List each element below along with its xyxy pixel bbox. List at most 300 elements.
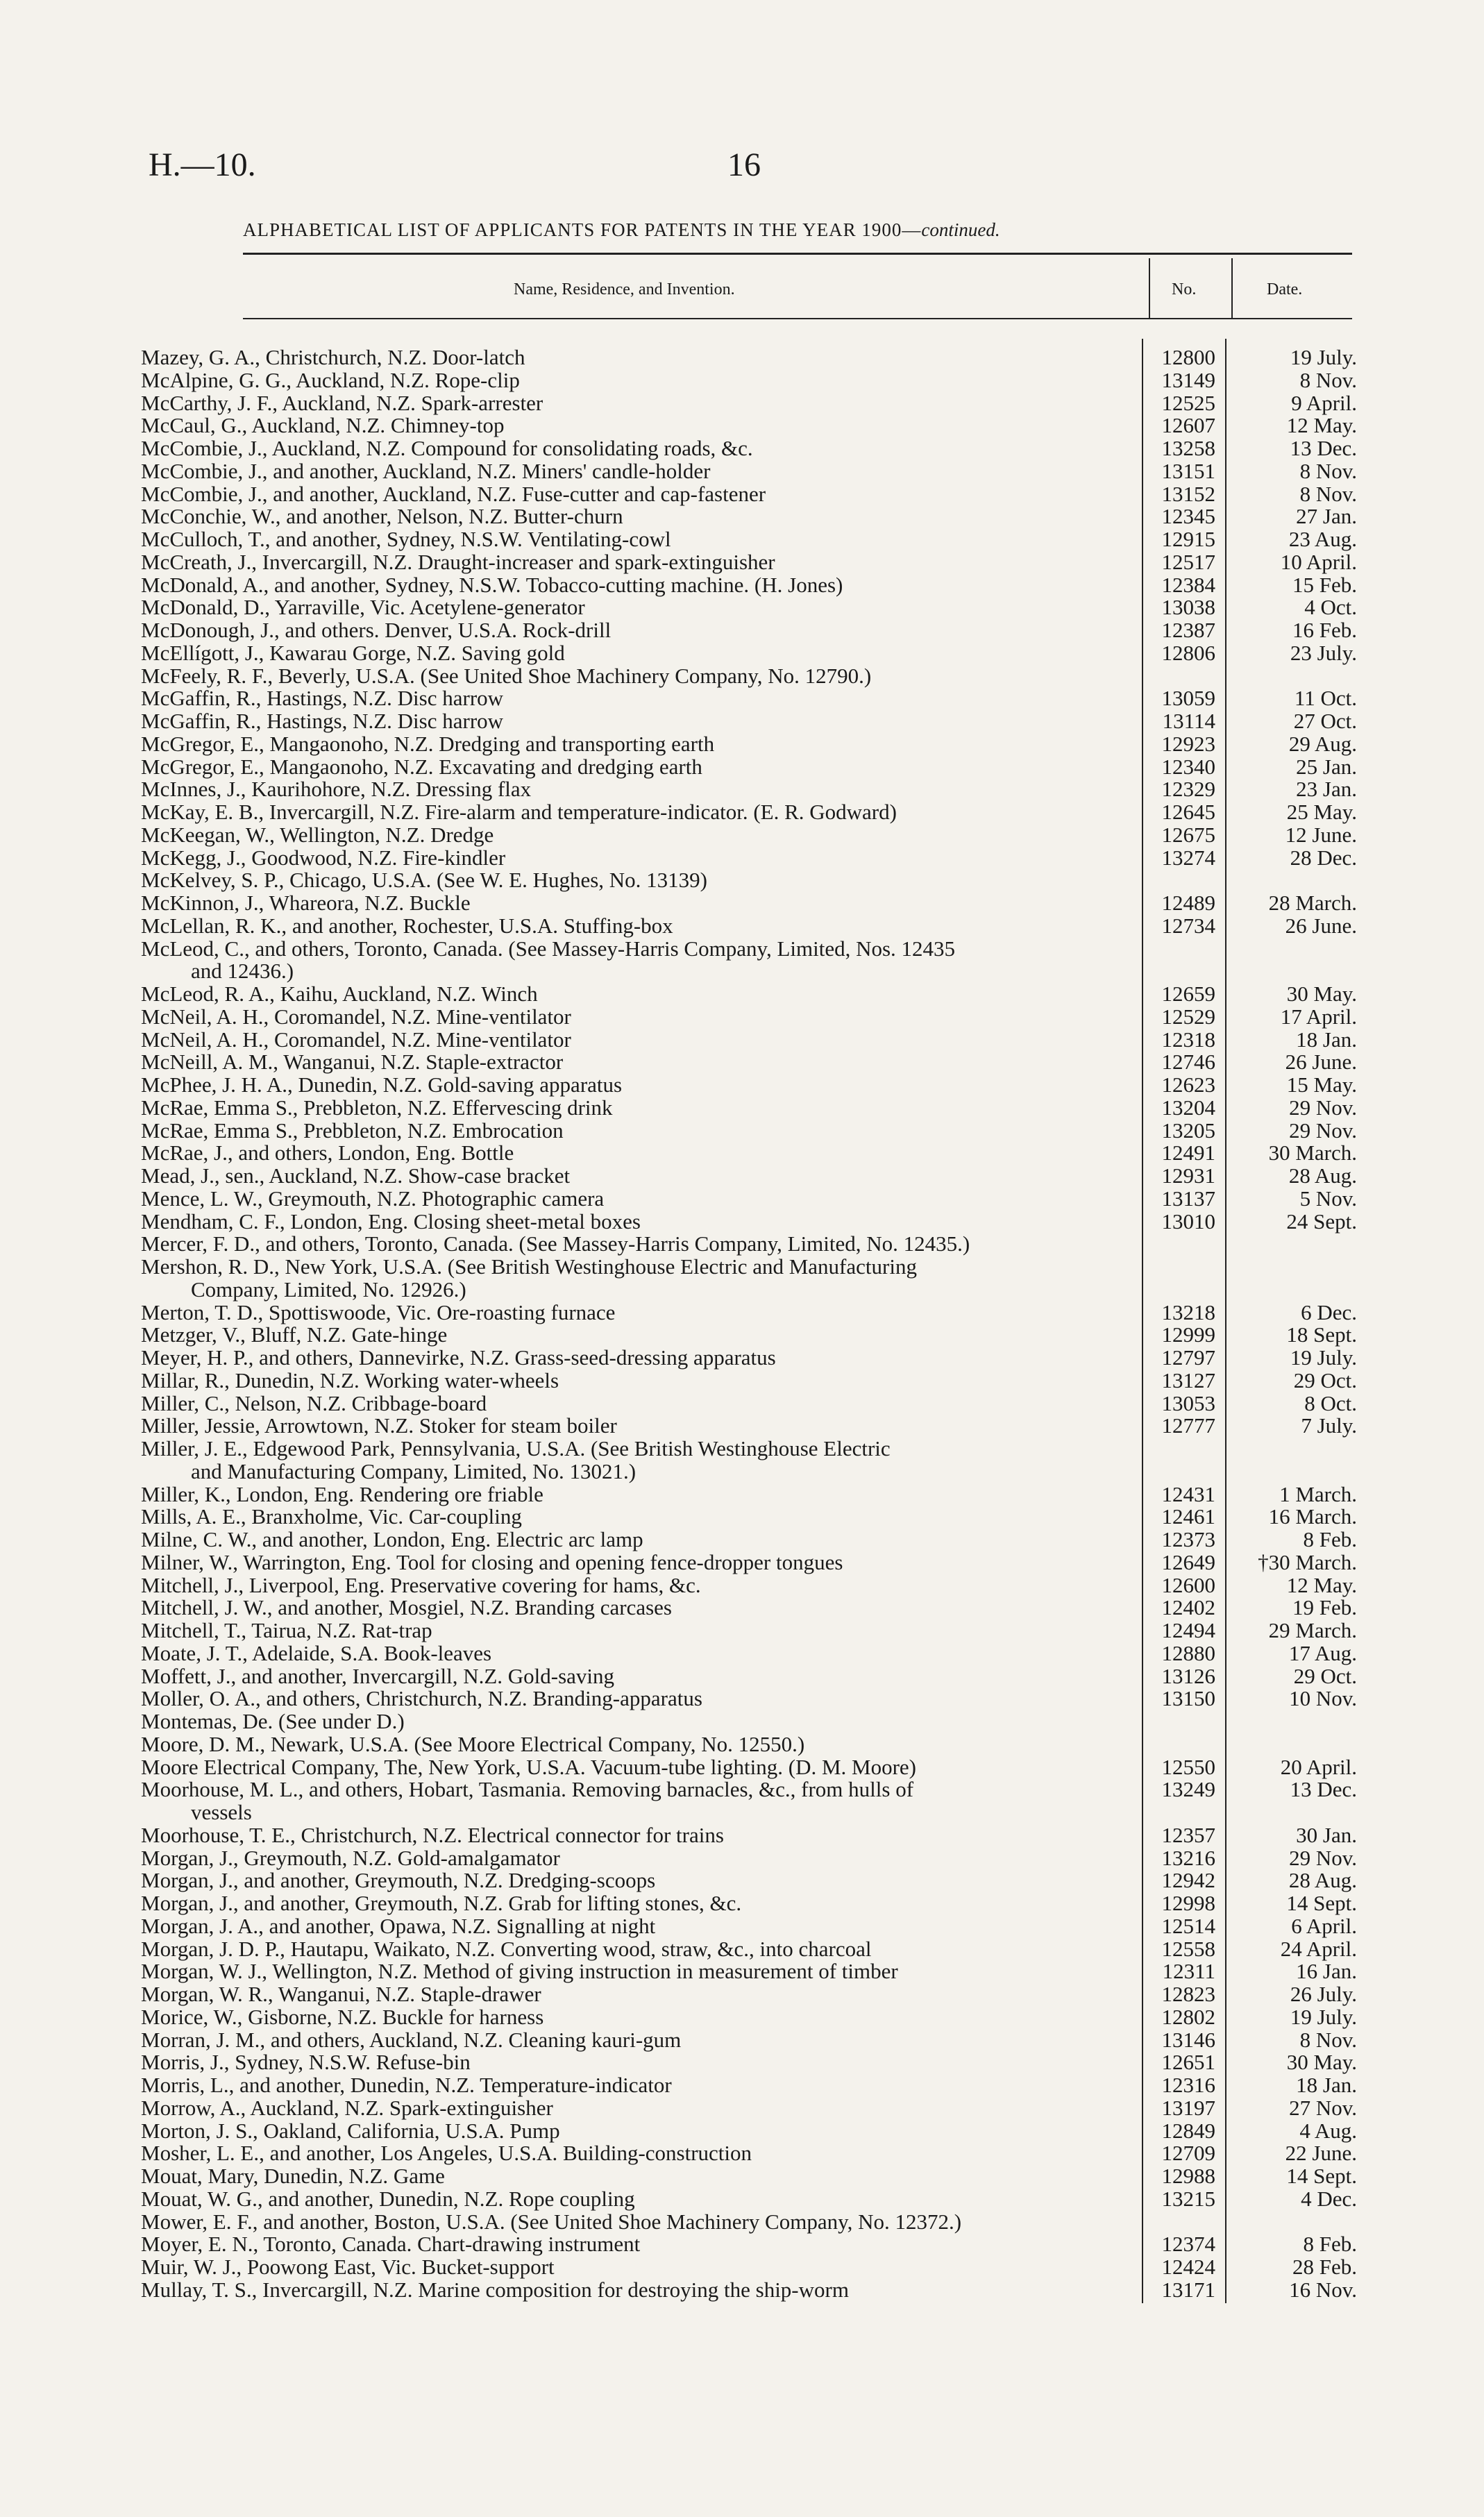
application-date: 29 Nov. — [1289, 1118, 1357, 1143]
application-date: 29 Aug. — [1288, 731, 1357, 756]
application-date: 4 Dec. — [1301, 2186, 1357, 2211]
applicant-entry: McKeegan, W., Wellington, N.Z. Dredge — [141, 822, 494, 847]
applicant-entry: Mendham, C. F., London, Eng. Closing sheet-metal boxes — [141, 1209, 641, 1234]
title-main: ALPHABETICAL LIST OF APPLICANTS FOR PATENTS IN THE YEAR 1900— — [243, 219, 922, 240]
table-row — [141, 528, 1363, 551]
table-row — [141, 596, 1363, 619]
applicant-entry: Morgan, J., and another, Greymouth, N.Z. Grab for lifting stones, &c. — [141, 1891, 742, 1915]
patent-number: 13197 — [1161, 2095, 1215, 2120]
patent-number: 12623 — [1161, 1072, 1215, 1097]
patent-number: 12806 — [1161, 640, 1215, 665]
applicant-entry: Moore Electrical Company, The, New York, U.S.A. Vacuum-tube lighting. (D. M. Moore) — [141, 1754, 916, 1779]
patent-number: 12461 — [1161, 1504, 1215, 1529]
patent-number: 12600 — [1161, 1572, 1215, 1597]
applicant-entry: McCombie, J., and another, Auckland, N.Z. Fuse-cutter and cap-fastener — [141, 481, 766, 506]
application-date: 19 Feb. — [1292, 1595, 1357, 1620]
applicant-entry: McDonough, J., and others. Denver, U.S.A. Rock-drill — [141, 618, 612, 642]
patent-number: 12340 — [1161, 754, 1215, 779]
applicant-entry: Metzger, V., Bluff, N.Z. Gate-hinge — [141, 1322, 448, 1347]
application-date: 18 Jan. — [1296, 2073, 1357, 2097]
applicant-entry: Mershon, R. D., New York, U.S.A. (See British Westinghouse Electric and Manufacturing — [141, 1254, 917, 1279]
application-date: 29 Nov. — [1289, 1845, 1357, 1870]
patent-number: 12558 — [1161, 1936, 1215, 1961]
table-row — [141, 1256, 1363, 1279]
application-date: 22 June. — [1285, 2141, 1357, 2166]
table-row — [141, 1506, 1363, 1529]
applicant-entry: Montemas, De. (See under D.) — [141, 1709, 405, 1733]
applicant-entry: Morgan, J. A., and another, Opawa, N.Z. Signalling at night — [141, 1913, 656, 1938]
application-date: 8 Feb. — [1303, 2232, 1357, 2257]
table-row — [141, 2051, 1363, 2074]
table-row — [141, 665, 1363, 688]
patent-number: 12517 — [1161, 549, 1215, 574]
application-date: 16 Jan. — [1296, 1959, 1357, 1984]
patent-number: 12709 — [1161, 2141, 1215, 2166]
table-row — [141, 1324, 1363, 1347]
applicant-entry: Morgan, J. D. P., Hautapu, Waikato, N.Z. Converting wood, straw, &c., into charcoal — [141, 1936, 872, 1961]
patent-number: 13274 — [1161, 845, 1215, 870]
table-row — [141, 2188, 1363, 2211]
application-date: 14 Sept. — [1286, 1891, 1357, 1915]
application-date: 8 Nov. — [1299, 2027, 1357, 2052]
patent-number: 12880 — [1161, 1640, 1215, 1665]
table-row — [141, 1165, 1363, 1188]
table-row — [141, 869, 1363, 892]
applicant-entry: and 12436.) — [191, 959, 294, 984]
table-row — [141, 801, 1363, 824]
applicant-entry: McNeil, A. H., Coromandel, N.Z. Mine-ventilator — [141, 1004, 571, 1029]
patent-number: 13149 — [1161, 367, 1215, 392]
application-date: 5 Nov. — [1299, 1186, 1357, 1211]
table-row — [141, 778, 1363, 801]
application-date: 18 Sept. — [1286, 1322, 1357, 1347]
table-row — [141, 437, 1363, 460]
table-row — [141, 892, 1363, 915]
patent-number: 12734 — [1161, 913, 1215, 938]
table-row — [141, 2211, 1363, 2234]
patent-number: 12923 — [1161, 731, 1215, 756]
applicant-entry: Moller, O. A., and others, Christchurch, N.Z. Branding-apparatus — [141, 1686, 702, 1711]
patent-number: 12797 — [1161, 1345, 1215, 1370]
table-row — [141, 460, 1363, 483]
table-row — [141, 1574, 1363, 1597]
table-row — [141, 1029, 1363, 1052]
patent-number: 12998 — [1161, 1891, 1215, 1915]
application-date: 28 Feb. — [1292, 2255, 1357, 2279]
application-date: 16 March. — [1268, 1504, 1357, 1529]
application-date: 19 July. — [1290, 345, 1357, 369]
application-date: 23 July. — [1290, 640, 1357, 665]
application-date: 28 Aug. — [1288, 1163, 1357, 1188]
table-row — [141, 1233, 1363, 1256]
table-row — [141, 2233, 1363, 2256]
applicant-entry: Mence, L. W., Greymouth, N.Z. Photographic camera — [141, 1186, 605, 1211]
table-row — [141, 2120, 1363, 2143]
application-date: 13 Dec. — [1290, 436, 1357, 460]
patent-number: 13218 — [1161, 1299, 1215, 1324]
table-row — [141, 1392, 1363, 1415]
table-row — [141, 1415, 1363, 1438]
table-row — [141, 1642, 1363, 1665]
applicant-entry: McGregor, E., Mangaonoho, N.Z. Excavating and dredging earth — [141, 754, 702, 779]
table-row — [141, 1551, 1363, 1574]
applicant-entry: Morgan, W. R., Wanganui, N.Z. Staple-drawer — [141, 1982, 541, 2006]
application-date: 8 Feb. — [1303, 1527, 1357, 1551]
patent-number: 12402 — [1161, 1595, 1215, 1620]
applicant-entry: Company, Limited, No. 12926.) — [191, 1277, 466, 1302]
applicant-entry: Miller, C., Nelson, N.Z. Cribbage-board — [141, 1390, 487, 1415]
table-row — [141, 2165, 1363, 2188]
applicant-entry: Morgan, J., Greymouth, N.Z. Gold-amalgamator — [141, 1845, 560, 1870]
applicant-entry: McCarthy, J. F., Auckland, N.Z. Spark-arrester — [141, 390, 543, 415]
table-row — [141, 710, 1363, 733]
table-row — [141, 1347, 1363, 1370]
applicant-entry: McDonald, D., Yarraville, Vic. Acetylene-generator — [141, 595, 585, 620]
table-row — [141, 1006, 1363, 1029]
applicant-entry: McLellan, R. K., and another, Rochester, U.S.A. Stuffing-box — [141, 913, 673, 938]
patent-number: 13146 — [1161, 2027, 1215, 2052]
applicant-entry: McGaffin, R., Hastings, N.Z. Disc harrow — [141, 709, 504, 733]
application-date: 18 Jan. — [1296, 1027, 1357, 1052]
table-row — [141, 938, 1363, 961]
patent-number: 12550 — [1161, 1754, 1215, 1779]
applicant-entry: Morris, L., and another, Dunedin, N.Z. Temperature-indicator — [141, 2073, 672, 2097]
patent-number: 13126 — [1161, 1663, 1215, 1688]
applicant-entry: Mullay, T. S., Invercargill, N.Z. Marine composition for destroying the ship-worm — [141, 2277, 849, 2302]
applicant-entry: Mercer, F. D., and others, Toronto, Canada. (See Massey-Harris Company, Limited, No. 12435.) — [141, 1231, 970, 1256]
application-date: 23 Aug. — [1288, 527, 1357, 551]
application-date: 6 April. — [1291, 1913, 1357, 1938]
applicant-entry: Milne, C. W., and another, London, Eng. Electric arc lamp — [141, 1527, 643, 1551]
applicant-entry: Moorhouse, M. L., and others, Hobart, Tasmania. Removing barnacles, &c., from hulls of — [141, 1777, 914, 1802]
table-row — [141, 1778, 1363, 1801]
applicant-entry: McCulloch, T., and another, Sydney, N.S.W. Ventilating-cowl — [141, 527, 671, 551]
applicant-entry: McAlpine, G. G., Auckland, N.Z. Rope-clip — [141, 367, 520, 392]
application-date: 20 April. — [1280, 1754, 1357, 1779]
patent-number: 12489 — [1161, 891, 1215, 915]
patent-number: 12529 — [1161, 1004, 1215, 1029]
table-row — [141, 1483, 1363, 1506]
application-date: 12 May. — [1286, 413, 1357, 438]
patent-number: 12316 — [1161, 2073, 1215, 2097]
table-row — [141, 1188, 1363, 1211]
application-date: 8 Nov. — [1299, 458, 1357, 483]
application-date: 26 June. — [1285, 1050, 1357, 1075]
patent-number: 12651 — [1161, 2050, 1215, 2075]
application-date: 24 Sept. — [1286, 1209, 1357, 1234]
applicant-entry: Morgan, J., and another, Greymouth, N.Z. Dredging-scoops — [141, 1868, 656, 1893]
application-date: 30 Jan. — [1296, 1822, 1357, 1847]
table-row — [141, 483, 1363, 506]
patent-number: 13150 — [1161, 1686, 1215, 1711]
application-date: 14 Sept. — [1286, 2164, 1357, 2188]
patent-number: 12424 — [1161, 2255, 1215, 2279]
applicant-entry: McLeod, R. A., Kaihu, Auckland, N.Z. Winch — [141, 982, 538, 1006]
table-row — [141, 642, 1363, 665]
table-row — [141, 847, 1363, 870]
applicant-entry: Moore, D. M., Newark, U.S.A. (See Moore Electrical Company, No. 12550.) — [141, 1731, 805, 1756]
applicant-entry: McKay, E. B., Invercargill, N.Z. Fire-alarm and temperature-indicator. (E. R. Godward) — [141, 800, 897, 824]
applicant-entry: Mitchell, J., Liverpool, Eng. Preservative covering for hams, &c. — [141, 1572, 701, 1597]
table-row — [141, 915, 1363, 938]
column-header-name: Name, Residence, and Invention. — [514, 280, 735, 298]
table-row — [141, 2279, 1363, 2302]
patent-number: 12849 — [1161, 2118, 1215, 2143]
column-divider-no — [1149, 258, 1150, 318]
table-row — [141, 551, 1363, 574]
applicant-entry: Miller, Jessie, Arrowtown, N.Z. Stoker for steam boiler — [141, 1413, 617, 1438]
patent-number: 12988 — [1161, 2164, 1215, 2188]
patent-number: 13059 — [1161, 686, 1215, 711]
table-row — [141, 574, 1363, 597]
patent-number: 12823 — [1161, 1982, 1215, 2006]
table-row — [141, 1142, 1363, 1165]
patent-number: 12999 — [1161, 1322, 1215, 1347]
applicant-entry: McEllígott, J., Kawarau Gorge, N.Z. Saving gold — [141, 640, 565, 665]
applicant-entry: McConchie, W., and another, Nelson, N.Z. Butter-churn — [141, 504, 623, 529]
patent-number: 12675 — [1161, 822, 1215, 847]
applicant-entry: Morton, J. S., Oakland, California, U.S.A. Pump — [141, 2118, 560, 2143]
patent-number: 12607 — [1161, 413, 1215, 438]
table-row — [141, 1687, 1363, 1710]
applicant-entry: McNeill, A. M., Wanganui, N.Z. Staple-extractor — [141, 1050, 564, 1075]
patent-number: 13114 — [1162, 709, 1215, 733]
patent-number: 12387 — [1161, 618, 1215, 642]
table-row — [141, 1619, 1363, 1642]
patent-number: 13127 — [1161, 1367, 1215, 1392]
applicant-entry: McPhee, J. H. A., Dunedin, N.Z. Gold-saving apparatus — [141, 1072, 623, 1097]
application-date: 27 Nov. — [1289, 2095, 1357, 2120]
table-row — [141, 960, 1363, 983]
applicant-entry: Merton, T. D., Spottiswoode, Vic. Ore-roasting furnace — [141, 1299, 616, 1324]
table-row — [141, 1710, 1363, 1733]
table-row — [141, 2029, 1363, 2052]
table-row — [141, 1120, 1363, 1143]
applicant-entry: Miller, K., London, Eng. Rendering ore friable — [141, 1481, 543, 1506]
patent-number: 12659 — [1161, 982, 1215, 1006]
page-number: 16 — [727, 146, 761, 183]
patent-number: 12318 — [1161, 1027, 1215, 1052]
application-date: †30 March. — [1258, 1549, 1357, 1574]
table-row — [141, 2074, 1363, 2097]
table-row — [141, 1915, 1363, 1938]
application-date: 4 Aug. — [1299, 2118, 1357, 2143]
applicant-entry: Mouat, W. G., and another, Dunedin, N.Z. Rope coupling — [141, 2186, 635, 2211]
patent-number: 13010 — [1161, 1209, 1215, 1234]
table-row — [141, 1529, 1363, 1551]
patent-number: 13171 — [1161, 2277, 1215, 2302]
patent-number: 12374 — [1161, 2232, 1215, 2257]
patent-number: 12931 — [1161, 1163, 1215, 1188]
application-date: 8 Nov. — [1299, 481, 1357, 506]
applicant-entry: McCombie, J., Auckland, N.Z. Compound for consolidating roads, &c. — [141, 436, 753, 460]
patent-number: 13038 — [1161, 595, 1215, 620]
table-row — [141, 1279, 1363, 1302]
application-date: 27 Oct. — [1293, 709, 1357, 733]
patent-number: 12942 — [1161, 1868, 1215, 1893]
applicant-entry: McNeil, A. H., Coromandel, N.Z. Mine-ventilator — [141, 1027, 571, 1052]
application-date: 17 April. — [1280, 1004, 1357, 1029]
patent-number: 12431 — [1161, 1481, 1215, 1506]
applicant-entry: vessels — [191, 1800, 252, 1824]
table-row — [141, 983, 1363, 1006]
application-date: 7 July. — [1301, 1413, 1357, 1438]
patent-number: 13151 — [1161, 458, 1215, 483]
applicant-entry: McInnes, J., Kaurihohore, N.Z. Dressing flax — [141, 777, 532, 802]
applicant-entry: Morris, J., Sydney, N.S.W. Refuse-bin — [141, 2050, 471, 2075]
patent-number: 12373 — [1161, 1527, 1215, 1551]
patent-number: 12345 — [1161, 504, 1215, 529]
table-row — [141, 1097, 1363, 1120]
patent-number: 13204 — [1161, 1095, 1215, 1120]
table-row — [141, 414, 1363, 437]
table-row — [141, 2256, 1363, 2279]
table-row — [141, 1983, 1363, 2006]
patent-number: 12357 — [1161, 1822, 1215, 1847]
patent-number: 12649 — [1161, 1549, 1215, 1574]
table-row — [141, 1733, 1363, 1756]
applicant-entry: Moyer, E. N., Toronto, Canada. Chart-drawing instrument — [141, 2232, 641, 2257]
column-divider-date — [1231, 258, 1233, 318]
patent-number: 12311 — [1162, 1959, 1215, 1984]
table-row — [141, 1597, 1363, 1619]
patent-number: 12494 — [1161, 1618, 1215, 1642]
applicant-entry: Moffett, J., and another, Invercargill, N.Z. Gold-saving — [141, 1663, 615, 1688]
applicant-entry: McGregor, E., Mangaonoho, N.Z. Dredging and transporting earth — [141, 731, 715, 756]
application-date: 16 Feb. — [1292, 618, 1357, 642]
applicant-entry: Mazey, G. A., Christchurch, N.Z. Door-latch — [141, 345, 525, 369]
applicant-entry: Morran, J. M., and others, Auckland, N.Z. Cleaning kauri-gum — [141, 2027, 682, 2052]
table-row — [141, 1824, 1363, 1847]
applicant-entry: McGaffin, R., Hastings, N.Z. Disc harrow — [141, 686, 504, 711]
application-date: 9 April. — [1291, 390, 1357, 415]
application-date: 17 Aug. — [1288, 1640, 1357, 1665]
patent-number: 12384 — [1161, 572, 1215, 597]
table-row — [141, 1460, 1363, 1483]
application-date: 28 March. — [1268, 891, 1357, 915]
application-date: 23 Jan. — [1296, 777, 1357, 802]
application-date: 12 June. — [1285, 822, 1357, 847]
applicant-entry: Mead, J., sen., Auckland, N.Z. Show-case bracket — [141, 1163, 571, 1188]
application-date: 10 Nov. — [1289, 1686, 1357, 1711]
patent-number: 12525 — [1161, 390, 1215, 415]
applicant-entry: Morgan, W. J., Wellington, N.Z. Method of giving instruction in measurement of timber — [141, 1959, 898, 1984]
table-top-rule — [243, 253, 1352, 255]
table-row — [141, 346, 1363, 369]
applicant-entry: McLeod, C., and others, Toronto, Canada. (See Massey-Harris Company, Limited, Nos. 12435 — [141, 936, 956, 961]
table-row — [141, 733, 1363, 756]
application-date: 15 May. — [1286, 1072, 1357, 1097]
application-date: 4 Oct. — [1304, 595, 1357, 620]
applicant-entry: Mills, A. E., Branxholme, Vic. Car-coupling — [141, 1504, 522, 1529]
patent-number: 13137 — [1161, 1186, 1215, 1211]
application-date: 11 Oct. — [1294, 686, 1357, 711]
patent-number: 12645 — [1161, 800, 1215, 824]
page-ref: H.—10. — [149, 146, 256, 183]
application-date: 29 Oct. — [1293, 1367, 1357, 1392]
table-row — [141, 1847, 1363, 1870]
table-row — [141, 1801, 1363, 1824]
applicant-entry: Morice, W., Gisborne, N.Z. Buckle for harness — [141, 2004, 544, 2029]
applicant-entry: Moate, J. T., Adelaide, S.A. Book-leaves — [141, 1640, 492, 1665]
application-date: 19 July. — [1290, 1345, 1357, 1370]
table-row — [141, 2097, 1363, 2120]
patent-number: 12915 — [1161, 527, 1215, 551]
table-row — [141, 619, 1363, 642]
application-date: 8 Nov. — [1299, 367, 1357, 392]
applicant-entry: McCombie, J., and another, Auckland, N.Z. Miners' candle-holder — [141, 458, 711, 483]
patent-number: 12777 — [1161, 1413, 1215, 1438]
table-row — [141, 1367, 1363, 1392]
applicant-entry: Mower, E. F., and another, Boston, U.S.A. (See United Shoe Machinery Company, No. 12372.) — [141, 2209, 962, 2234]
application-date: 29 Oct. — [1293, 1663, 1357, 1688]
patent-number: 12800 — [1161, 345, 1215, 369]
table-row — [141, 1074, 1363, 1097]
application-date: 26 June. — [1285, 913, 1357, 938]
table-row — [141, 756, 1363, 779]
table-row — [141, 1051, 1363, 1074]
applicant-entry: McRae, Emma S., Prebbleton, N.Z. Embrocation — [141, 1118, 564, 1143]
table-row — [141, 1299, 1363, 1324]
table-row — [141, 1756, 1363, 1779]
applicant-entry: McKegg, J., Goodwood, N.Z. Fire-kindler — [141, 845, 506, 870]
application-date: 26 July. — [1290, 1982, 1357, 2006]
application-date: 16 Nov. — [1289, 2277, 1357, 2302]
applicant-entry: McRae, Emma S., Prebbleton, N.Z. Effervescing drink — [141, 1095, 613, 1120]
application-date: 10 April. — [1280, 549, 1357, 574]
table-header-rule — [243, 318, 1352, 319]
applicant-entry: Morrow, A., Auckland, N.Z. Spark-extinguisher — [141, 2095, 553, 2120]
applicant-entry: McRae, J., and others, London, Eng. Bottle — [141, 1140, 514, 1165]
applicant-entry: Millar, R., Dunedin, N.Z. Working water-wheels — [141, 1367, 559, 1392]
application-date: 6 Dec. — [1301, 1299, 1357, 1324]
applicant-entry: Meyer, H. P., and others, Dannevirke, N.Z. Grass-seed-dressing apparatus — [141, 1345, 776, 1370]
applicant-entry: and Manufacturing Company, Limited, No. 13021.) — [191, 1458, 636, 1483]
application-date: 8 Oct. — [1304, 1390, 1357, 1415]
application-date: 28 Aug. — [1288, 1868, 1357, 1893]
column-header-no: No. — [1172, 280, 1197, 298]
table-row — [141, 687, 1363, 710]
page-title — [243, 219, 1000, 241]
table-row — [141, 2006, 1363, 2029]
applicant-list — [141, 346, 1363, 2302]
application-date: 30 May. — [1286, 2050, 1357, 2075]
applicant-entry: Mitchell, T., Tairua, N.Z. Rat-trap — [141, 1618, 432, 1642]
table-row — [141, 392, 1363, 415]
applicant-entry: McCaul, G., Auckland, N.Z. Chimney-top — [141, 413, 505, 438]
application-date: 27 Jan. — [1296, 504, 1357, 529]
application-date: 29 Nov. — [1289, 1095, 1357, 1120]
applicant-entry: Moorhouse, T. E., Christchurch, N.Z. Electrical connector for trains — [141, 1822, 724, 1847]
table-row — [141, 505, 1363, 528]
table-row — [141, 2142, 1363, 2165]
applicant-entry: McKelvey, S. P., Chicago, U.S.A. (See W. E. Hughes, No. 13139) — [141, 868, 707, 893]
applicant-entry: Mosher, L. E., and another, Los Angeles, U.S.A. Building-construction — [141, 2141, 752, 2166]
applicant-entry: McDonald, A., and another, Sydney, N.S.W. Tobacco-cutting machine. (H. Jones) — [141, 572, 843, 597]
patent-number: 13152 — [1161, 481, 1215, 506]
patent-number: 12802 — [1161, 2004, 1215, 2029]
applicant-entry: Milner, W., Warrington, Eng. Tool for closing and opening fence-dropper tongues — [141, 1549, 843, 1574]
application-date: 30 March. — [1268, 1140, 1357, 1165]
table-row — [141, 1211, 1363, 1234]
applicant-entry: Muir, W. J., Poowong East, Vic. Bucket-support — [141, 2255, 555, 2279]
application-date: 19 July. — [1290, 2004, 1357, 2029]
table-row — [141, 1960, 1363, 1983]
application-date: 1 March. — [1279, 1481, 1357, 1506]
table-row — [141, 1892, 1363, 1915]
patent-number: 12746 — [1161, 1050, 1215, 1075]
applicant-entry: McKinnon, J., Whareora, N.Z. Buckle — [141, 891, 471, 915]
